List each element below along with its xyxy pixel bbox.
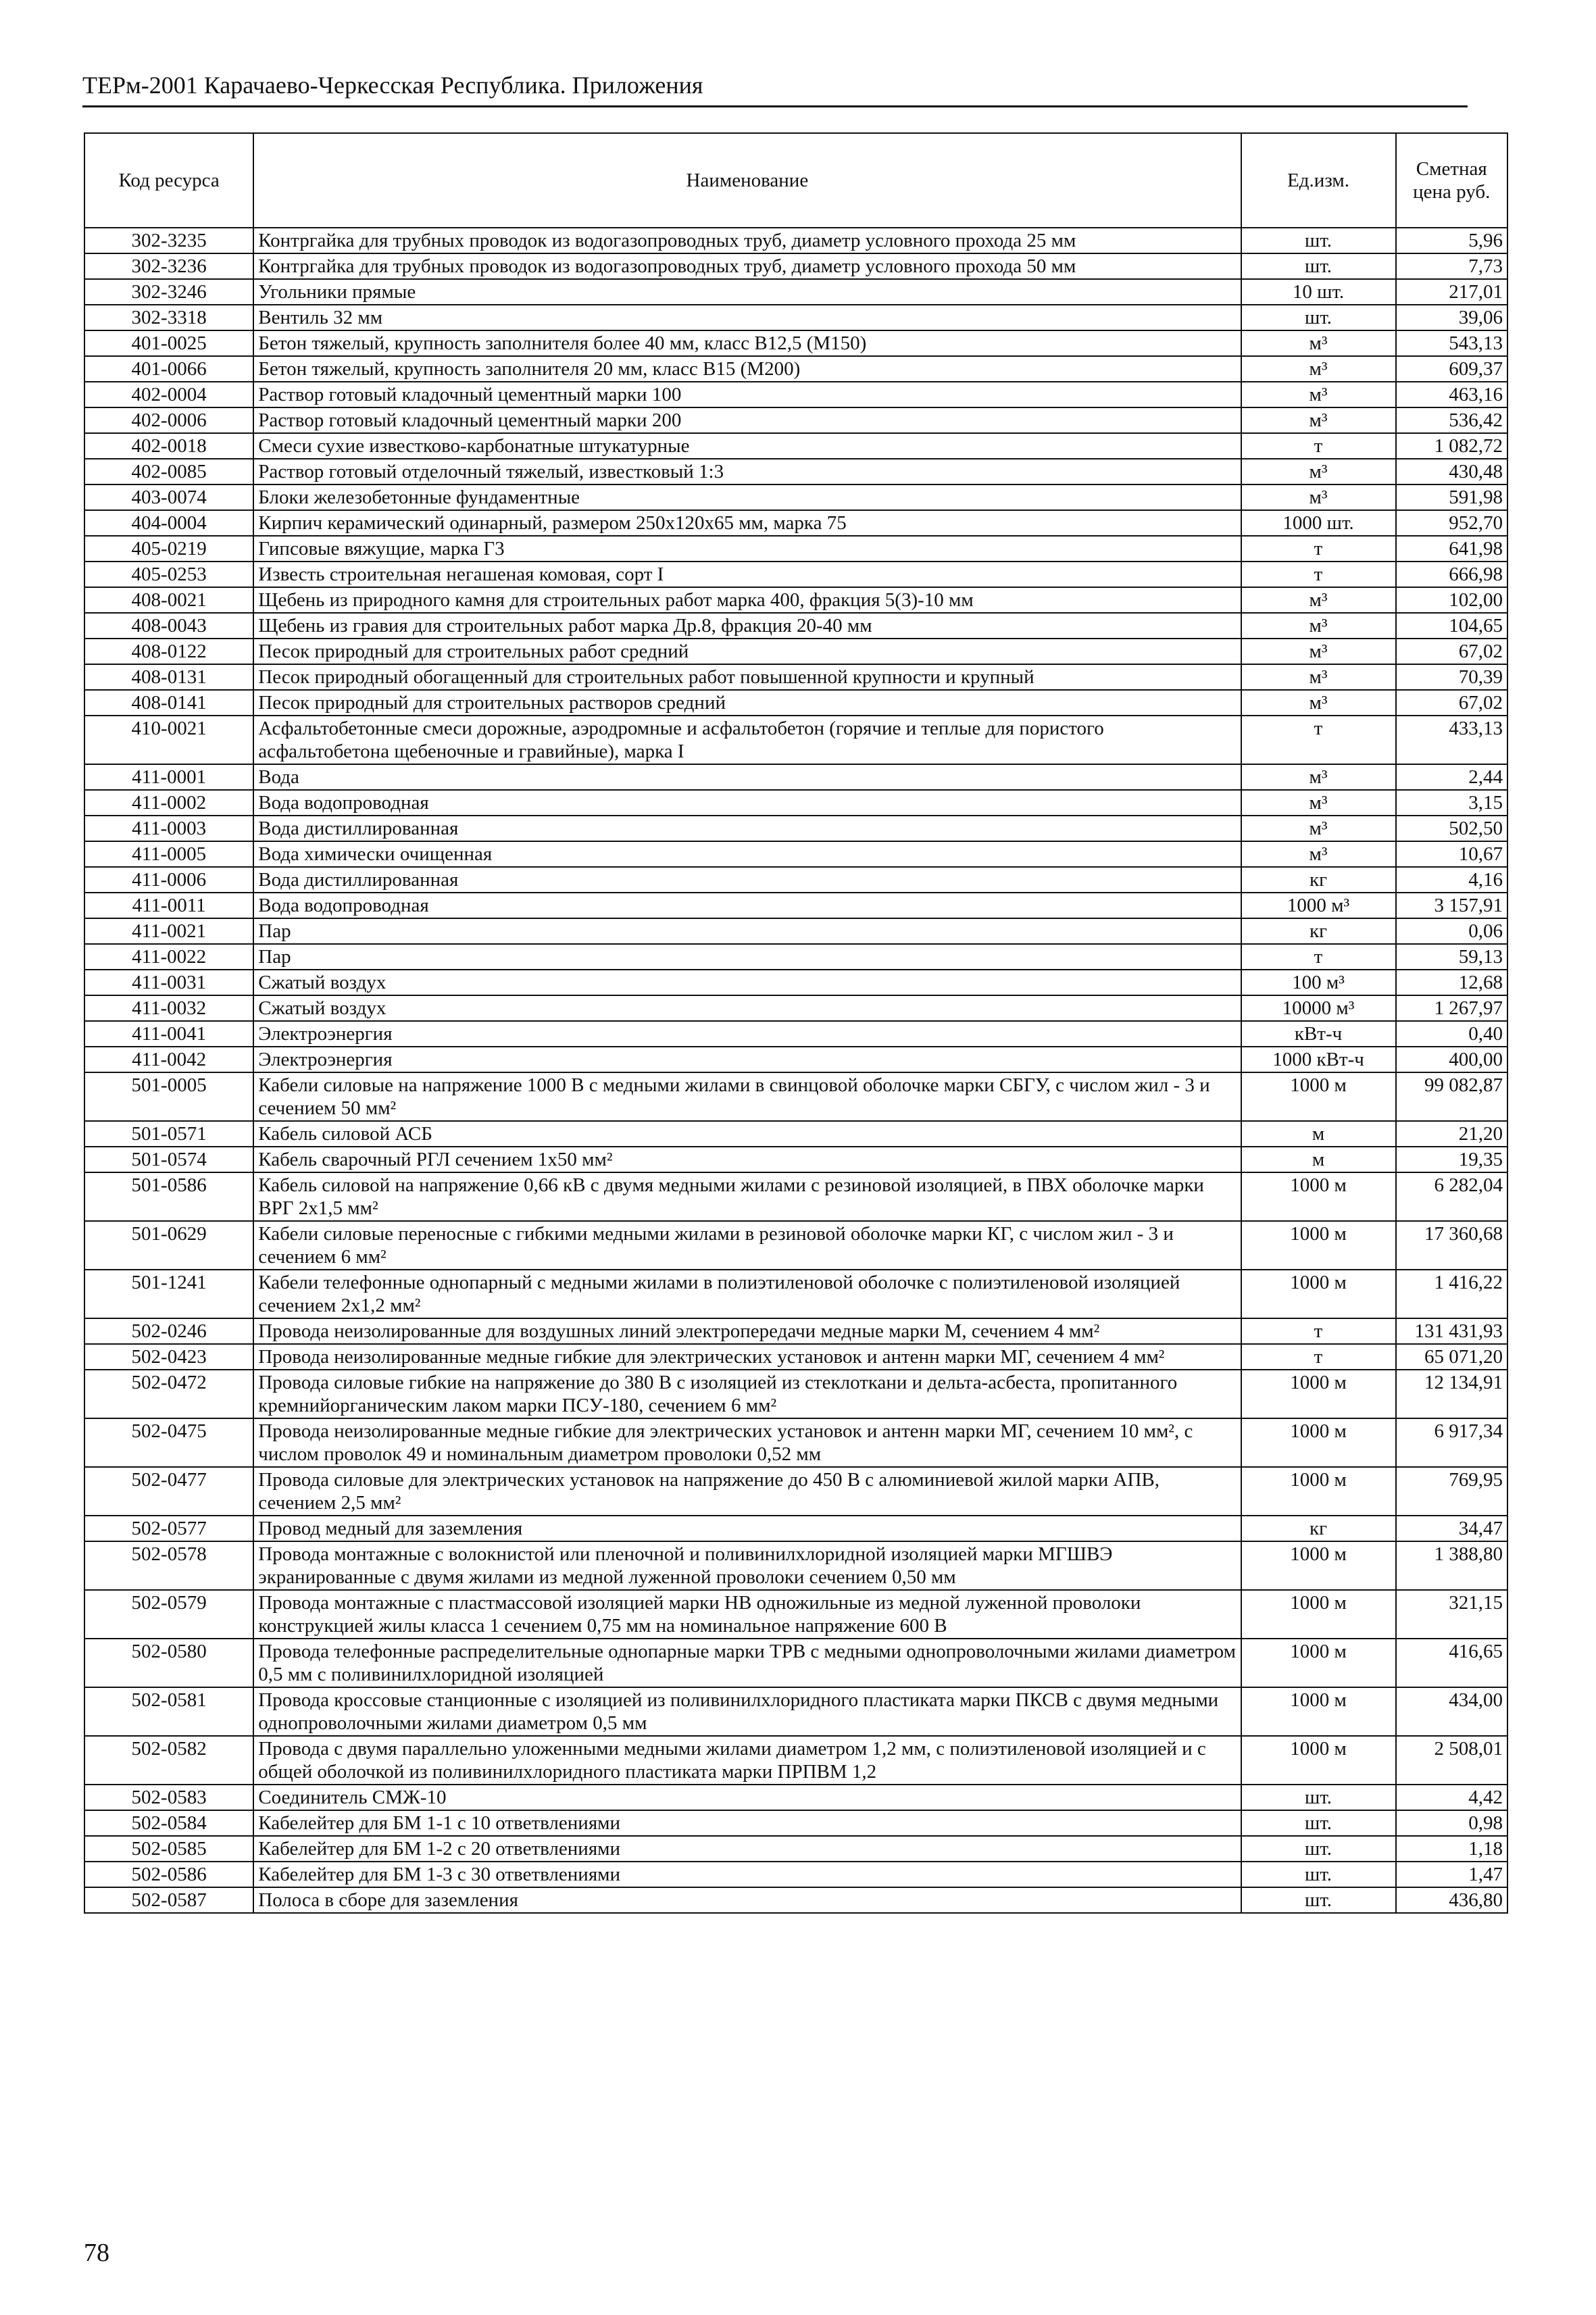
price-cell: 609,37 — [1396, 356, 1507, 382]
table-row — [84, 1221, 1507, 1270]
unit-cell: 1000 кВт-ч — [1241, 1047, 1396, 1072]
unit-cell: шт. — [1241, 1810, 1396, 1836]
resource-code-cell: 408-0131 — [84, 664, 253, 690]
table-row — [84, 1318, 1507, 1344]
table-row — [84, 816, 1507, 841]
table-row — [84, 305, 1507, 330]
price-cell: 2,44 — [1396, 764, 1507, 790]
table-row — [84, 1467, 1507, 1516]
resource-code-cell: 402-0006 — [84, 407, 253, 433]
resource-code-cell: 502-0584 — [84, 1810, 253, 1836]
price-cell: 34,47 — [1396, 1516, 1507, 1541]
resource-code-cell: 405-0253 — [84, 562, 253, 587]
table-row — [84, 1344, 1507, 1370]
price-cell: 4,42 — [1396, 1785, 1507, 1810]
unit-cell: шт. — [1241, 1785, 1396, 1810]
price-cell: 217,01 — [1396, 279, 1507, 305]
table-row — [84, 944, 1507, 970]
price-cell: 131 431,93 — [1396, 1318, 1507, 1344]
resource-name-cell: Провода неизолированные для воздушных линий электропередачи медные марки М, сечением 4 мм² — [253, 1318, 1241, 1344]
resource-code-cell: 411-0041 — [84, 1021, 253, 1047]
unit-cell: т — [1241, 433, 1396, 459]
resource-name-cell: Блоки железобетонные фундаментные — [253, 484, 1241, 510]
unit-cell: 1000 м — [1241, 1736, 1396, 1785]
resource-name-cell: Вода водопроводная — [253, 790, 1241, 816]
resource-code-cell: 501-0571 — [84, 1121, 253, 1147]
table-row — [84, 995, 1507, 1021]
table-row — [84, 1072, 1507, 1121]
header-divider — [82, 105, 1468, 107]
unit-cell: т — [1241, 1344, 1396, 1370]
table-row — [84, 1021, 1507, 1047]
table-row — [84, 279, 1507, 305]
resource-code-cell: 401-0025 — [84, 330, 253, 356]
resource-name-cell: Провода монтажные с пластмассовой изоляцией марки НВ одножильные из медной луженной проволоки конструкцией жилы класса 1 сечением 0,75 мм на номинальное напряжение 600 В — [253, 1590, 1241, 1639]
column-header-price: Сметная цена руб. — [1396, 133, 1507, 228]
resource-name-cell: Гипсовые вяжущие, марка Г3 — [253, 536, 1241, 562]
resource-name-cell: Провода телефонные распределительные однопарные марки ТРВ с медными однопроволочными жилами диаметром 0,5 мм с поливинилхлоридной изоляцией — [253, 1639, 1241, 1687]
price-cell: 1,18 — [1396, 1836, 1507, 1862]
price-cell: 102,00 — [1396, 587, 1507, 613]
resource-name-cell: Провода кроссовые станционные с изоляцией из поливинилхлоридного пластиката марки ПКСВ с двумя медными однопроволочными жилами диаметром 0,5 мм — [253, 1687, 1241, 1736]
resource-code-cell: 411-0031 — [84, 970, 253, 995]
resource-code-cell: 411-0021 — [84, 918, 253, 944]
resource-name-cell: Кабели силовые на напряжение 1000 В с медными жилами в свинцовой оболочке марки СБГУ, с числом жил - 3 и сечением 50 мм² — [253, 1072, 1241, 1121]
unit-cell: 1000 м — [1241, 1418, 1396, 1467]
resource-code-cell: 502-0581 — [84, 1687, 253, 1736]
resource-name-cell: Бетон тяжелый, крупность заполнителя 20 мм, класс В15 (М200) — [253, 356, 1241, 382]
resource-code-cell: 502-0577 — [84, 1516, 253, 1541]
price-cell: 321,15 — [1396, 1590, 1507, 1639]
unit-cell: т — [1241, 1318, 1396, 1344]
resource-name-cell: Щебень из гравия для строительных работ марка Др.8, фракция 20-40 мм — [253, 613, 1241, 639]
resource-code-cell: 501-0005 — [84, 1072, 253, 1121]
resource-name-cell: Провода неизолированные медные гибкие для электрических установок и антенн марки МГ, сечением 4 мм² — [253, 1344, 1241, 1370]
price-cell: 7,73 — [1396, 253, 1507, 279]
resource-code-cell: 408-0141 — [84, 690, 253, 716]
unit-cell: м³ — [1241, 816, 1396, 841]
table-row — [84, 1810, 1507, 1836]
unit-cell: м³ — [1241, 764, 1396, 790]
unit-cell: 1000 м — [1241, 1072, 1396, 1121]
price-cell: 10,67 — [1396, 841, 1507, 867]
resource-name-cell: Раствор готовый кладочный цементный марки 100 — [253, 382, 1241, 407]
price-cell: 0,98 — [1396, 1810, 1507, 1836]
resource-code-cell: 502-0477 — [84, 1467, 253, 1516]
resource-name-cell: Пар — [253, 918, 1241, 944]
unit-cell: м³ — [1241, 613, 1396, 639]
resource-code-cell: 411-0042 — [84, 1047, 253, 1072]
price-cell: 5,96 — [1396, 228, 1507, 253]
price-cell: 436,80 — [1396, 1887, 1507, 1913]
resource-name-cell: Провода монтажные с волокнистой или пленочной и поливинилхлоридной изоляцией марки МГШВЭ экранированные с двумя жилами из медной луженной проволоки сечением 0,50 мм — [253, 1541, 1241, 1590]
price-cell: 1 416,22 — [1396, 1270, 1507, 1318]
resource-name-cell: Кабелейтер для БМ 1-1 с 10 ответвлениями — [253, 1810, 1241, 1836]
resource-name-cell: Электроэнергия — [253, 1021, 1241, 1047]
table-row — [84, 1590, 1507, 1639]
table-row — [84, 1370, 1507, 1418]
unit-cell: шт. — [1241, 1887, 1396, 1913]
unit-cell: м — [1241, 1147, 1396, 1172]
unit-cell: 100 м³ — [1241, 970, 1396, 995]
price-cell: 6 282,04 — [1396, 1172, 1507, 1221]
page-number: 78 — [84, 2239, 109, 2267]
price-cell: 3,15 — [1396, 790, 1507, 816]
resource-name-cell: Раствор готовый отделочный тяжелый, известковый 1:3 — [253, 459, 1241, 484]
price-cell: 463,16 — [1396, 382, 1507, 407]
resource-code-cell: 501-0629 — [84, 1221, 253, 1270]
price-cell: 67,02 — [1396, 639, 1507, 664]
unit-cell: м — [1241, 1121, 1396, 1147]
price-cell: 12 134,91 — [1396, 1370, 1507, 1418]
price-cell: 502,50 — [1396, 816, 1507, 841]
unit-cell: м³ — [1241, 356, 1396, 382]
price-cell: 0,06 — [1396, 918, 1507, 944]
resource-code-cell: 502-0472 — [84, 1370, 253, 1418]
resource-code-cell: 402-0018 — [84, 433, 253, 459]
resource-name-cell: Провода силовые для электрических установок на напряжение до 450 В с алюминиевой жилой марки АПВ, сечением 2,5 мм² — [253, 1467, 1241, 1516]
price-cell: 99 082,87 — [1396, 1072, 1507, 1121]
resource-name-cell: Кабель силовой на напряжение 0,66 кВ с двумя медными жилами с резиновой изоляцией, в ПВХ оболочке марки ВРГ 2х1,5 мм² — [253, 1172, 1241, 1221]
page-header-title: ТЕРм-2001 Карачаево-Черкесская Республика. Приложения — [82, 72, 703, 99]
price-cell: 591,98 — [1396, 484, 1507, 510]
price-cell: 21,20 — [1396, 1121, 1507, 1147]
resource-code-cell: 411-0001 — [84, 764, 253, 790]
resource-code-cell: 501-0574 — [84, 1147, 253, 1172]
resource-name-cell: Кабелейтер для БМ 1-2 с 20 ответвлениями — [253, 1836, 1241, 1862]
resource-name-cell: Провода неизолированные медные гибкие для электрических установок и антенн марки МГ, сечением 10 мм², с числом проволок 49 и номинальным диаметром проволоки 0,52 мм — [253, 1418, 1241, 1467]
price-cell: 3 157,91 — [1396, 893, 1507, 918]
resource-code-cell: 405-0219 — [84, 536, 253, 562]
price-cell: 416,65 — [1396, 1639, 1507, 1687]
table-row — [84, 536, 1507, 562]
table-row — [84, 1836, 1507, 1862]
resource-name-cell: Провода с двумя параллельно уложенными медными жилами диаметром 1,2 мм, с полиэтиленовой изоляцией и с общей оболочкой из поливинилхлоридного пластиката марки ПРПВМ 1,2 — [253, 1736, 1241, 1785]
unit-cell: кг — [1241, 918, 1396, 944]
table-row — [84, 562, 1507, 587]
unit-cell: м³ — [1241, 484, 1396, 510]
price-cell: 70,39 — [1396, 664, 1507, 690]
resource-name-cell: Вода химически очищенная — [253, 841, 1241, 867]
unit-cell: м³ — [1241, 459, 1396, 484]
resource-name-cell: Песок природный для строительных работ средний — [253, 639, 1241, 664]
unit-cell: 1000 м — [1241, 1687, 1396, 1736]
price-cell: 67,02 — [1396, 690, 1507, 716]
price-cell: 769,95 — [1396, 1467, 1507, 1516]
resource-code-cell: 502-0580 — [84, 1639, 253, 1687]
price-cell: 65 071,20 — [1396, 1344, 1507, 1370]
unit-cell: м³ — [1241, 841, 1396, 867]
unit-cell: 1000 шт. — [1241, 510, 1396, 536]
resource-name-cell: Провод медный для заземления — [253, 1516, 1241, 1541]
resource-name-cell: Вода водопроводная — [253, 893, 1241, 918]
price-cell: 433,13 — [1396, 716, 1507, 764]
resource-name-cell: Контргайка для трубных проводок из водогазопроводных труб, диаметр условного прохода 50 мм — [253, 253, 1241, 279]
unit-cell: м³ — [1241, 407, 1396, 433]
price-cell: 4,16 — [1396, 867, 1507, 893]
price-cell: 1 388,80 — [1396, 1541, 1507, 1590]
resource-name-cell: Раствор готовый кладочный цементный марки 200 — [253, 407, 1241, 433]
resource-code-cell: 410-0021 — [84, 716, 253, 764]
unit-cell: т — [1241, 944, 1396, 970]
table-row — [84, 382, 1507, 407]
resource-name-cell: Кабель сварочный РГЛ сечением 1х50 мм² — [253, 1147, 1241, 1172]
resource-name-cell: Кабели силовые переносные с гибкими медными жилами в резиновой оболочке марки КГ, с числом жил - 3 и сечением 6 мм² — [253, 1221, 1241, 1270]
resource-name-cell: Провода силовые гибкие на напряжение до 380 В с изоляцией из стеклоткани и дельта-асбеста, пропитанного кремнийорганическим лаком марки ПСУ-180, сечением 6 мм² — [253, 1370, 1241, 1418]
resource-name-cell: Известь строительная негашеная комовая, сорт I — [253, 562, 1241, 587]
table-row — [84, 1047, 1507, 1072]
table-row — [84, 1736, 1507, 1785]
unit-cell: м³ — [1241, 330, 1396, 356]
unit-cell: м³ — [1241, 664, 1396, 690]
resource-name-cell: Угольники прямые — [253, 279, 1241, 305]
price-cell: 430,48 — [1396, 459, 1507, 484]
unit-cell: шт. — [1241, 305, 1396, 330]
resource-name-cell: Кабелейтер для БМ 1-3 с 30 ответвлениями — [253, 1862, 1241, 1887]
table-row — [84, 587, 1507, 613]
resource-code-cell: 501-0586 — [84, 1172, 253, 1221]
resource-name-cell: Смеси сухие известково-карбонатные штукатурные — [253, 433, 1241, 459]
resource-code-cell: 401-0066 — [84, 356, 253, 382]
price-cell: 6 917,34 — [1396, 1418, 1507, 1467]
table-row — [84, 1687, 1507, 1736]
price-cell: 104,65 — [1396, 613, 1507, 639]
resource-code-cell: 302-3236 — [84, 253, 253, 279]
resource-code-cell: 502-0587 — [84, 1887, 253, 1913]
resource-name-cell: Сжатый воздух — [253, 970, 1241, 995]
resource-name-cell: Бетон тяжелый, крупность заполнителя более 40 мм, класс В12,5 (М150) — [253, 330, 1241, 356]
table-row — [84, 228, 1507, 253]
unit-cell: шт. — [1241, 228, 1396, 253]
resource-code-cell: 411-0003 — [84, 816, 253, 841]
resource-name-cell: Пар — [253, 944, 1241, 970]
price-cell: 2 508,01 — [1396, 1736, 1507, 1785]
column-header-unit: Ед.изм. — [1241, 133, 1396, 228]
table-row — [84, 1862, 1507, 1887]
resource-name-cell: Вентиль 32 мм — [253, 305, 1241, 330]
column-header-code: Код ресурса — [84, 133, 253, 228]
resource-code-cell: 411-0006 — [84, 867, 253, 893]
table-row — [84, 716, 1507, 764]
resource-name-cell: Сжатый воздух — [253, 995, 1241, 1021]
table-row — [84, 459, 1507, 484]
resource-name-cell: Кабели телефонные однопарный с медными жилами в полиэтиленовой оболочке с полиэтиленовой изоляцией сечением 2х1,2 мм² — [253, 1270, 1241, 1318]
price-cell: 0,40 — [1396, 1021, 1507, 1047]
resource-code-cell: 302-3235 — [84, 228, 253, 253]
unit-cell: м³ — [1241, 382, 1396, 407]
table-row — [84, 330, 1507, 356]
resource-name-cell: Вода дистиллированная — [253, 816, 1241, 841]
table-row — [84, 867, 1507, 893]
resource-code-cell: 408-0043 — [84, 613, 253, 639]
price-cell: 1,47 — [1396, 1862, 1507, 1887]
table-row — [84, 253, 1507, 279]
unit-cell: т — [1241, 716, 1396, 764]
resource-code-cell: 408-0021 — [84, 587, 253, 613]
price-cell: 434,00 — [1396, 1687, 1507, 1736]
unit-cell: кг — [1241, 1516, 1396, 1541]
resource-code-cell: 502-0578 — [84, 1541, 253, 1590]
price-cell: 12,68 — [1396, 970, 1507, 995]
resource-code-cell: 411-0002 — [84, 790, 253, 816]
resource-name-cell: Щебень из природного камня для строительных работ марка 400, фракция 5(3)-10 мм — [253, 587, 1241, 613]
price-cell: 1 267,97 — [1396, 995, 1507, 1021]
resource-code-cell: 502-0579 — [84, 1590, 253, 1639]
unit-cell: м³ — [1241, 690, 1396, 716]
resource-code-cell: 403-0074 — [84, 484, 253, 510]
table-row — [84, 613, 1507, 639]
table-row — [84, 1418, 1507, 1467]
resource-name-cell: Асфальтобетонные смеси дорожные, аэродромные и асфальтобетон (горячие и теплые для пористого асфальтобетона щебеночные и гравийные), марка I — [253, 716, 1241, 764]
unit-cell: 10000 м³ — [1241, 995, 1396, 1021]
resource-name-cell: Песок природный обогащенный для строительных работ повышенной крупности и крупный — [253, 664, 1241, 690]
resource-name-cell: Вода дистиллированная — [253, 867, 1241, 893]
column-header-name: Наименование — [253, 133, 1241, 228]
price-cell: 641,98 — [1396, 536, 1507, 562]
table-row — [84, 1121, 1507, 1147]
table-row — [84, 407, 1507, 433]
resource-code-cell: 408-0122 — [84, 639, 253, 664]
unit-cell: шт. — [1241, 1862, 1396, 1887]
price-cell: 400,00 — [1396, 1047, 1507, 1072]
table-row — [84, 690, 1507, 716]
table-row — [84, 664, 1507, 690]
resource-code-cell: 502-0582 — [84, 1736, 253, 1785]
unit-cell: м³ — [1241, 790, 1396, 816]
resource-price-table — [84, 132, 1508, 1914]
table-row — [84, 918, 1507, 944]
resource-name-cell: Кирпич керамический одинарный, размером 250х120х65 мм, марка 75 — [253, 510, 1241, 536]
unit-cell: 1000 м — [1241, 1467, 1396, 1516]
table-body — [84, 228, 1507, 1913]
unit-cell: 1000 м — [1241, 1221, 1396, 1270]
resource-code-cell: 411-0032 — [84, 995, 253, 1021]
unit-cell: 10 шт. — [1241, 279, 1396, 305]
resource-code-cell: 502-0585 — [84, 1836, 253, 1862]
unit-cell: 1000 м — [1241, 1370, 1396, 1418]
resource-name-cell: Песок природный для строительных растворов средний — [253, 690, 1241, 716]
unit-cell: шт. — [1241, 1836, 1396, 1862]
unit-cell: 1000 м — [1241, 1172, 1396, 1221]
table-row — [84, 356, 1507, 382]
unit-cell: 1000 м — [1241, 1270, 1396, 1318]
table-row — [84, 893, 1507, 918]
table-row — [84, 1172, 1507, 1221]
unit-cell: т — [1241, 536, 1396, 562]
price-cell: 59,13 — [1396, 944, 1507, 970]
table-row — [84, 1147, 1507, 1172]
resource-name-cell: Полоса в сборе для заземления — [253, 1887, 1241, 1913]
price-cell: 19,35 — [1396, 1147, 1507, 1172]
price-cell: 17 360,68 — [1396, 1221, 1507, 1270]
resource-code-cell: 411-0011 — [84, 893, 253, 918]
price-cell: 39,06 — [1396, 305, 1507, 330]
resource-code-cell: 502-0423 — [84, 1344, 253, 1370]
resource-code-cell: 302-3318 — [84, 305, 253, 330]
resource-code-cell: 411-0005 — [84, 841, 253, 867]
price-cell: 952,70 — [1396, 510, 1507, 536]
unit-cell: 1000 м³ — [1241, 893, 1396, 918]
resource-code-cell: 302-3246 — [84, 279, 253, 305]
resource-name-cell: Соединитель СМЖ-10 — [253, 1785, 1241, 1810]
table-row — [84, 841, 1507, 867]
resource-name-cell: Контргайка для трубных проводок из водогазопроводных труб, диаметр условного прохода 25 мм — [253, 228, 1241, 253]
table-row — [84, 1541, 1507, 1590]
table-row — [84, 510, 1507, 536]
resource-name-cell: Электроэнергия — [253, 1047, 1241, 1072]
unit-cell: м³ — [1241, 587, 1396, 613]
table-row — [84, 1639, 1507, 1687]
table-row — [84, 639, 1507, 664]
table-row — [84, 970, 1507, 995]
table-row — [84, 1785, 1507, 1810]
unit-cell: 1000 м — [1241, 1639, 1396, 1687]
table-header-row — [84, 133, 1507, 228]
table-row — [84, 433, 1507, 459]
table-row — [84, 1270, 1507, 1318]
table-row — [84, 1887, 1507, 1913]
resource-code-cell: 402-0085 — [84, 459, 253, 484]
resource-name-cell: Вода — [253, 764, 1241, 790]
unit-cell: кВт-ч — [1241, 1021, 1396, 1047]
unit-cell: кг — [1241, 867, 1396, 893]
resource-code-cell: 502-0583 — [84, 1785, 253, 1810]
resource-code-cell: 501-1241 — [84, 1270, 253, 1318]
resource-code-cell: 404-0004 — [84, 510, 253, 536]
unit-cell: 1000 м — [1241, 1541, 1396, 1590]
resource-code-cell: 502-0586 — [84, 1862, 253, 1887]
table-row — [84, 1516, 1507, 1541]
table-row — [84, 484, 1507, 510]
table-row — [84, 790, 1507, 816]
unit-cell: т — [1241, 562, 1396, 587]
unit-cell: шт. — [1241, 253, 1396, 279]
price-cell: 666,98 — [1396, 562, 1507, 587]
price-cell: 1 082,72 — [1396, 433, 1507, 459]
resource-code-cell: 502-0475 — [84, 1418, 253, 1467]
price-cell: 536,42 — [1396, 407, 1507, 433]
resource-name-cell: Кабель силовой АСБ — [253, 1121, 1241, 1147]
price-cell: 543,13 — [1396, 330, 1507, 356]
table-row — [84, 764, 1507, 790]
resource-code-cell: 502-0246 — [84, 1318, 253, 1344]
resource-code-cell: 411-0022 — [84, 944, 253, 970]
unit-cell: м³ — [1241, 639, 1396, 664]
unit-cell: 1000 м — [1241, 1590, 1396, 1639]
resource-code-cell: 402-0004 — [84, 382, 253, 407]
